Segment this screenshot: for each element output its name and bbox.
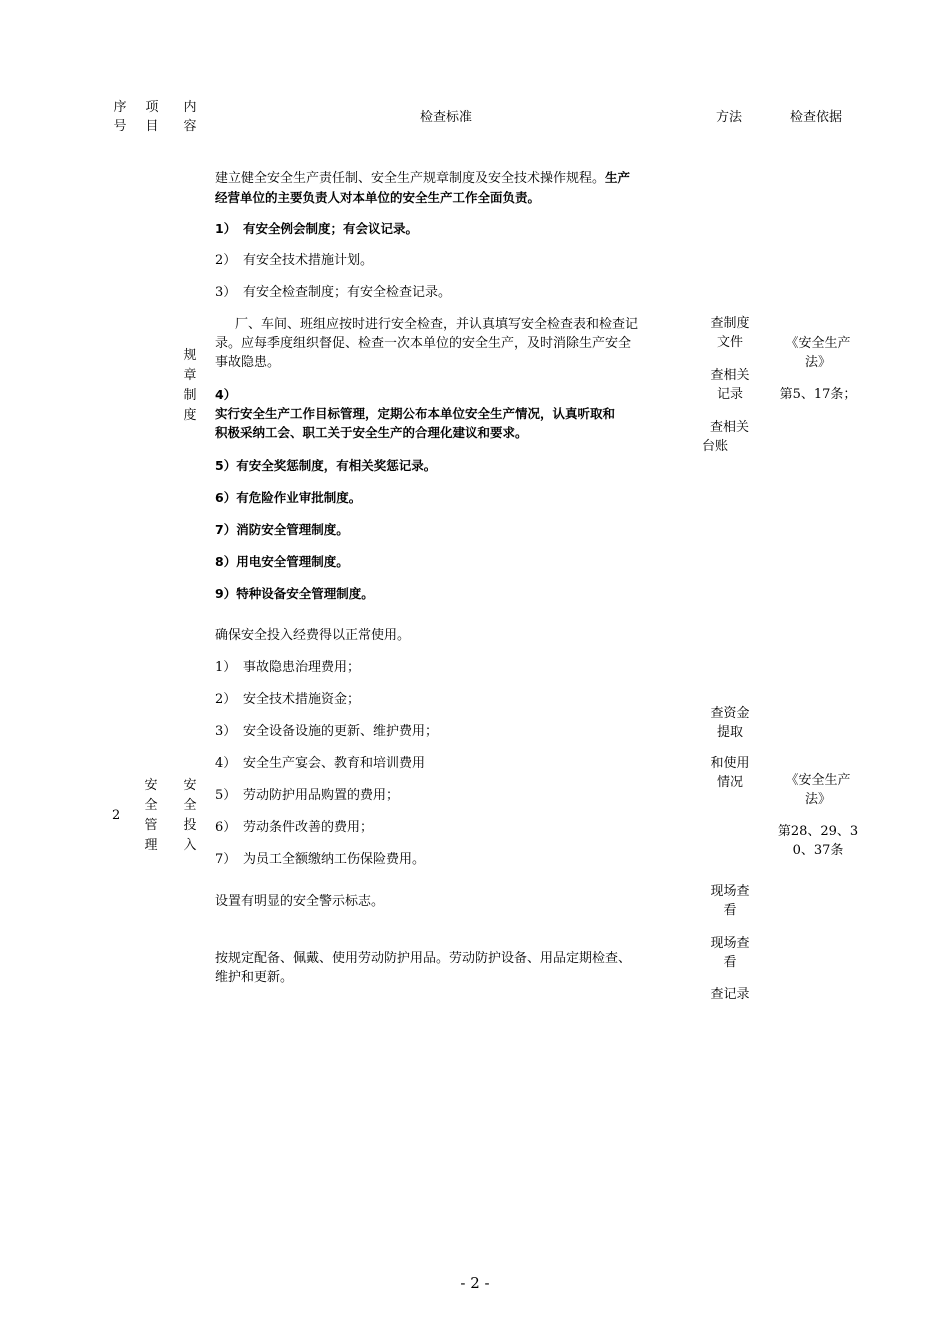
content-safety-investment: 安 全 投 入 <box>183 778 197 853</box>
investment-item: 5） 劳动防护用品购置的费用； <box>215 788 400 803</box>
investment-intro: 确保安全投入经费得以正常使用。 <box>215 628 411 643</box>
rules-item-9: 9）特种设备安全管理制度。 <box>215 586 374 601</box>
rules-inspection-paragraph: 厂、车间、班组应按时进行安全检查，并认真填写安全检查表和检查记 录。应每季度组织督促、检查一次本单位的安全生产，及时消除生产安全 事故隐患。 <box>215 317 639 370</box>
header-seq: 序 号 <box>113 100 127 134</box>
ppe-method-2: 查记录 <box>710 987 750 1002</box>
ppe-method-1: 现场查 看 <box>710 936 750 970</box>
header-standard: 检查标准 <box>420 110 473 125</box>
investment-method-1: 查资金 提取 <box>710 706 750 740</box>
rules-method-3: 查相关 台账 <box>702 420 750 454</box>
header-content: 内 容 <box>183 100 197 134</box>
rules-method-2: 查相关 记录 <box>710 368 750 402</box>
rules-item-5: 5）有安全奖惩制度，有相关奖惩记录。 <box>215 458 437 473</box>
row-seq-2: 2 <box>112 808 121 823</box>
rules-basis-law: 《安全生产 法》 <box>785 336 851 370</box>
header-basis: 检查依据 <box>790 110 843 125</box>
investment-item: 3） 安全设备设施的更新、维护费用； <box>215 724 439 739</box>
warning-signs-method: 现场查 看 <box>710 884 750 918</box>
header-method: 方法 <box>716 110 743 125</box>
investment-item: 1） 事故隐患治理费用； <box>215 660 361 675</box>
investment-item: 2） 安全技术措施资金； <box>215 692 361 707</box>
header-item: 项 目 <box>145 100 159 134</box>
investment-method-2: 和使用 情况 <box>710 756 750 790</box>
rules-item-8: 8）用电安全管理制度。 <box>215 554 349 569</box>
investment-item: 4） 安全生产宴会、教育和培训费用 <box>215 756 426 771</box>
rules-item-4: 4） 实行安全生产工作目标管理，定期公布本单位安全生产情况，认真听取和 积极采纳工会、职工关于安全生产的合理化建议和要求。 <box>215 387 616 440</box>
page-number: - 2 - <box>460 1274 490 1292</box>
investment-item: 6） 劳动条件改善的费用； <box>215 820 374 835</box>
rules-basis-articles: 第5、17条； <box>779 387 857 402</box>
investment-basis-law: 《安全生产 法》 <box>785 773 851 807</box>
category-rules: 规 章 制 度 <box>183 348 197 423</box>
investment-item: 7） 为员工全额缴纳工伤保险费用。 <box>215 852 426 867</box>
warning-signs-standard: 设置有明显的安全警示标志。 <box>215 894 385 909</box>
investment-basis-articles: 第28、29、3 0、37条 <box>777 824 859 858</box>
rules-item-3: 3） 有安全检查制度；有安全检查记录。 <box>215 285 452 300</box>
rules-item-1: 1） 有安全例会制度；有会议记录。 <box>215 221 419 236</box>
rules-item-6: 6）有危险作业审批制度。 <box>215 490 362 505</box>
rules-method-1: 查制度 文件 <box>710 316 750 350</box>
ppe-standard: 按规定配备、佩戴、使用劳动防护用品。劳动防护设备、用品定期检查、 维护和更新。 <box>215 951 632 985</box>
item-safety-management: 安 全 管 理 <box>144 778 158 853</box>
rules-intro: 建立健全安全生产责任制、安全生产规章制度及安全技术操作规程。生产 经营单位的主要负责人对本单位的安全生产工作全面负责。 <box>215 170 631 205</box>
rules-item-2: 2） 有安全技术措施计划。 <box>215 253 374 268</box>
rules-item-7: 7）消防安全管理制度。 <box>215 522 349 537</box>
